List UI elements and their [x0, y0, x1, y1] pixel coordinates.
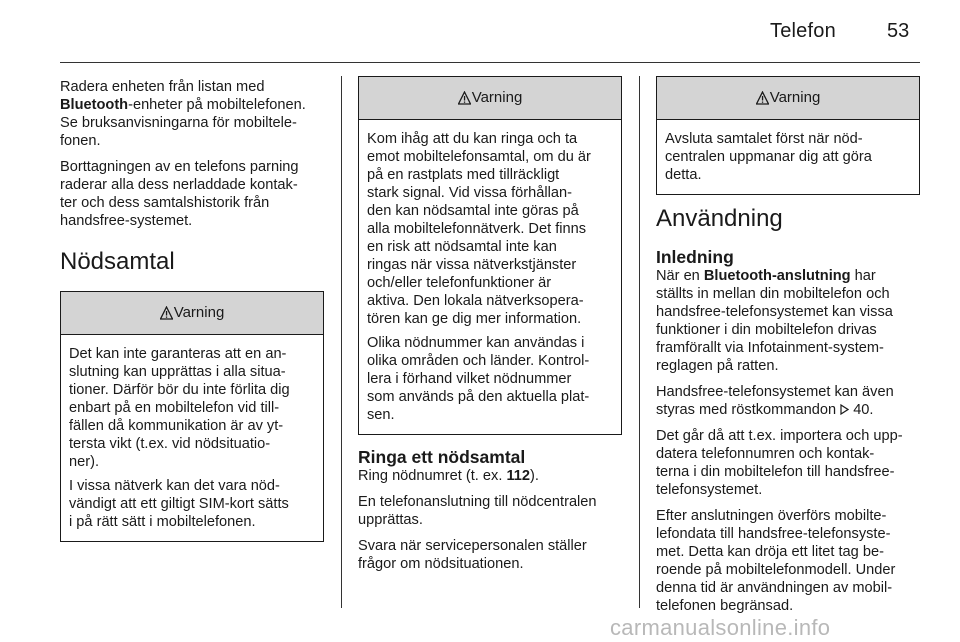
text-line: Se bruksanvisningarna för mobiltele-: [60, 115, 297, 131]
text-line: en risk att nödsamtal inte kan: [367, 239, 557, 255]
paragraph-dial: [358, 467, 624, 485]
warning-icon: [756, 91, 769, 105]
column-3: [656, 76, 922, 623]
warning-body: [359, 120, 621, 434]
text-line: Borttagningen av en telefons parning: [60, 159, 299, 175]
paragraph-answer: [358, 537, 624, 573]
section-heading-emergency: Nödsamtal: [60, 248, 175, 275]
warning-body: [657, 120, 919, 194]
text-line: roende på mobiltelefonmodell. Under: [656, 562, 896, 578]
text-line: Svara när servicepersonalen ställer: [358, 538, 587, 554]
text-line: aktiva. Den lokala nätverksopera-: [367, 293, 584, 309]
text-line: upprättas.: [358, 512, 423, 528]
warning-label: Varning: [471, 89, 523, 106]
text-line: lera i förhand vilket nödnummer: [367, 371, 572, 387]
column-2: [358, 76, 624, 581]
text-line: centralen uppmanar dig att göra: [665, 149, 872, 165]
text-line: fonen.: [60, 133, 101, 149]
bold-term: Bluetooth-anslutning: [703, 268, 851, 284]
page-number: 53: [887, 20, 910, 42]
paragraph-import-contacts: [656, 427, 922, 499]
warning-label: Varning: [173, 304, 225, 321]
warning-box: [358, 76, 622, 435]
paragraph-remove-device: [60, 78, 328, 150]
text-line: emot mobiltelefonsamtal, om du är: [367, 149, 591, 165]
text-line: Det kan inte garanteras att en an-: [69, 346, 287, 362]
text-line: har: [850, 268, 876, 284]
text-line: ringas när vissa nätverkstjänster: [367, 257, 577, 273]
text-line: met. Detta kan dröja ett litet tag be-: [656, 544, 884, 560]
warning-icon: [160, 306, 173, 320]
section-heading-usage: Användning: [656, 205, 783, 232]
text-line: tören kan ge dig mer information.: [367, 311, 582, 327]
subheading-introduction: Inledning: [656, 247, 734, 267]
paragraph-voice-control: [656, 383, 922, 419]
text-line: Efter anslutningen överförs mobilte-: [656, 508, 887, 524]
subheading-emergency-call: Ringa ett nödsamtal: [358, 447, 526, 467]
text-line: En telefonanslutning till nödcentralen: [358, 494, 597, 510]
warning-header: [657, 77, 919, 120]
text-line: Ring nödnumret (t. ex.: [358, 468, 507, 484]
text-line: enbart på en mobiltelefon vid till-: [69, 400, 280, 416]
text-line: reglagen på ratten.: [656, 358, 779, 374]
text-line: funktioner i din mobiltelefon drivas: [656, 322, 877, 338]
warning-body: [61, 335, 323, 541]
text-line: olika områden och länder. Kontrol-: [367, 353, 590, 369]
header-title: Telefon: [770, 20, 836, 42]
text-line: ).: [530, 468, 539, 484]
text-line: Handsfree-telefonsystemet kan även: [656, 384, 894, 400]
text-line: lefondata till handsfree-telefonsyste-: [656, 526, 891, 542]
text-line: detta.: [665, 167, 702, 183]
text-line: den kan nödsamtal inte göras på: [367, 203, 579, 219]
text-line: alla mobiltelefonnätverk. Det finns: [367, 221, 587, 237]
text-line: på en rastplats med tillräckligt: [367, 167, 560, 183]
text-line: och/eller telefonfunktioner är: [367, 275, 552, 291]
paragraph-pairing-removal: [60, 158, 328, 230]
text-line: tioner. Därför bör du inte förlita dig: [69, 382, 290, 398]
text-line: fällen då kommunikation är av yt-: [69, 418, 284, 434]
text-line: i på rätt sätt i mobiltelefonen.: [69, 514, 256, 530]
text-line: stark signal. Vid vissa förhållan-: [367, 185, 572, 201]
warning-box: [60, 291, 324, 542]
text-line: ställts in mellan din mobiltelefon och: [656, 286, 890, 302]
text-line: som används på den aktuella plat-: [367, 389, 590, 405]
text-line: handsfree-telefonsystemet kan vissa: [656, 304, 893, 320]
warning-label: Varning: [769, 89, 821, 106]
warning-header: [359, 77, 621, 120]
warning-icon: [458, 91, 471, 105]
bold-term: Bluetooth: [60, 97, 129, 113]
text-line: Avsluta samtalet först när nöd-: [665, 131, 863, 147]
column-1: [60, 78, 328, 542]
text-line: vändigt att ett giltigt SIM-kort sätts: [69, 496, 289, 512]
paragraph-bluetooth-connection: [656, 267, 922, 375]
text-line: Det går då att t.ex. importera och upp-: [656, 428, 903, 444]
text-line: Radera enheten från listan med: [60, 79, 265, 95]
text-line: Kom ihåg att du kan ringa och ta: [367, 131, 578, 147]
text-line: terna i din mobiltelefon till handsfree-: [656, 464, 895, 480]
text-line: styras med röstkommandon: [656, 402, 837, 418]
warning-header: [61, 292, 323, 335]
text-line: handsfree-systemet.: [60, 213, 193, 229]
text-line: tersta vikt (t.ex. vid nödsituatio-: [69, 436, 271, 452]
paragraph-connection: [358, 493, 624, 529]
column-rule-2: [639, 76, 640, 608]
arrow-ref-icon: [840, 404, 849, 415]
page-reference: 40.: [853, 402, 874, 418]
text-line: slutning kan upprättas i alla situa-: [69, 364, 286, 380]
text-line: I vissa nätverk kan det vara nöd-: [69, 478, 280, 494]
text-line: telefonsystemet.: [656, 482, 763, 498]
text-line: telefonen begränsad.: [656, 598, 794, 614]
column-rule-1: [341, 76, 342, 608]
header-rule: [60, 62, 920, 63]
text-line: -enheter på mobiltelefonen.: [128, 97, 306, 113]
text-line: Olika nödnummer kan användas i: [367, 335, 585, 351]
text-line: När en: [656, 268, 704, 284]
text-line: frågor om nödsituationen.: [358, 556, 524, 572]
text-line: framförallt via Infotainment-system-: [656, 340, 884, 356]
text-line: sen.: [367, 407, 395, 423]
text-line: datera telefonnumren och kontak-: [656, 446, 875, 462]
paragraph-data-transfer: [656, 507, 922, 615]
watermark: carmanualsonline.info: [610, 615, 831, 640]
emergency-number: 112: [506, 468, 530, 484]
text-line: raderar alla dess nerladdade kontak-: [60, 177, 298, 193]
text-line: ter och dess samtalshistorik från: [60, 195, 270, 211]
text-line: denna tid är användningen av mobil-: [656, 580, 893, 596]
text-line: ner).: [69, 454, 100, 470]
warning-box: [656, 76, 920, 195]
